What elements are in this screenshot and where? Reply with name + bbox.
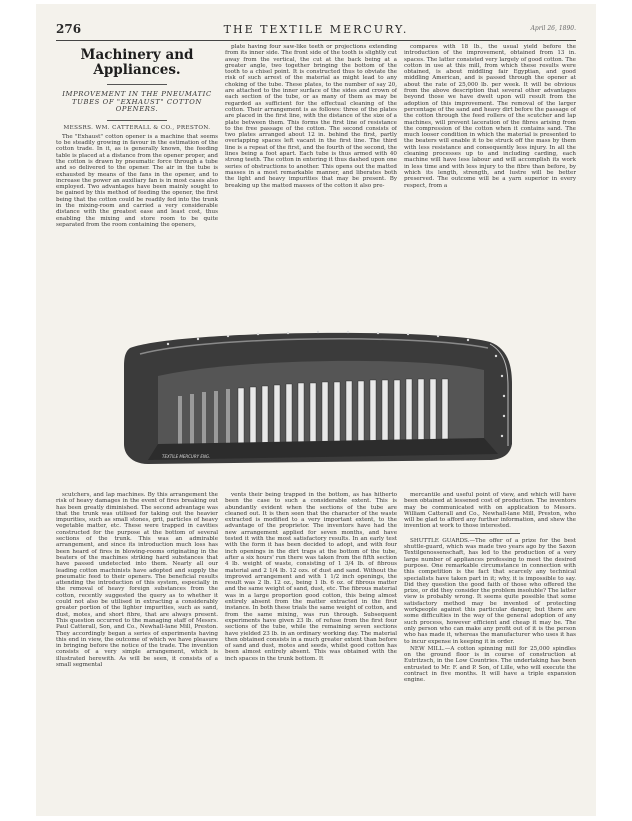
article-title: IMPROVEMENT IN THE PNEUMATIC TUBES OF "EXHAUST" COTTON OPENERS.	[62, 90, 212, 113]
tube-engraving	[118, 326, 514, 496]
column-2-bottom	[225, 492, 397, 804]
article-paragraph: compares with 18 lb., the usual yield before the introduction of the improvement, obtained from 13 in. spaces. The latter consisted very largely of good cotton. The cotton in use at this mill, from which these results were obtained, is about middling fair Egyptian, and good middling American, and is passed through the opener at about the rate of 25,000 lb. per week. It will be obvious from the above description that several other advantages beyond those we have dwelt upon will result from the adoption of this improvement. The removal of the larger percentage of the sand and heavy dirt before the passage of the cotton through the feed rollers of the scutcher and lap machines, will prevent laceration of the fibres arising from the compression of the cotton when it contains sand. The much looser condition in which the material is presented to the beaters will enable it to be struck off the mass by them with less resistance and consequently less injury. In all the cleaning processes up to and including carding, each machine will have less labour and will accomplish its work in less time and with less injury to the fibre than before, by which its length, strength, and lustre will be better preserved. The outcome will be a yarn superior in every respect, from a	[404, 44, 576, 189]
title-divider	[107, 84, 167, 85]
section-title: Machinery and Appliances.	[80, 47, 194, 78]
article-paragraph: scutchers, and lap machines. By this arrangement the risk of heavy damages in the event of fires breaking out has been greatly diminished. The second advantage was that the trunk was utilised for taking out the heavier impurities, such as small stones, grit, particles of heavy vegetable matter, etc. These were trapped in cavities constructed for the purpose at the bottom of several sections of the trunk. This was an admirable arrangement, and since its introduction much loss has been heard of fires in blowing-rooms originating in the beaters of the machines striking hard substances that have passed undetected into them. Nearly all our leading cotton machinists have adopted and supply the pneumatic feed to their openers. The beneficial results attending the introduction of this system, especially in the removal of heavy foreign substances from the cotton, recently suggested the query as to whether it could not also be utilised in extracting a considerably greater portion of the lighter impurities, such as sand, dust, motes, and short fibre, that are always present. This question occurred to the managing staff of Messrs. Paul Catterall, Son, and Co., Newhall-lane Mill, Preston. They accordingly began a series of experiments having this end in view, the outcome of which we have pleasure in bringing before the notice of the trade. The invention consists of a very simple arrangement, which is illustrated herewith. As will be seen, it consists of a small segmental	[56, 492, 218, 669]
column-2-top	[225, 44, 397, 326]
article-paragraph: plate having four saw-like teeth or projections extending from its inner side. The front side of the tooth is slightly cut away from the vertical, the cut at the back being at a greater angle, two together bringing the bottom of the tooth to a chisel point. It is constructed thus to obviate the risk of such arrest of the material as might lead to any choking of the tube. These plates, to the number of say 20, are attached to the inner surface of the sides and crown of each section of the tube, or as many of them as may be regarded as sufficient for the effectual cleaning of the cotton. Their arrangement is as follows: three of the plates are placed in the first line, with the distance of the size of a plate between them. This forms the first line of resistance to the free passage of the cotton. The second consists of two plates arranged about 12 in. behind the first, partly overlapping spaces left vacant in the first line. The third line is a repeat of the first, and the fourth of the second, the lines being a foot apart. Each tube is thus armed with 40 strong teeth. The cotton in entering it thus dashed upon one series of obstructions to another. This opens out the matted masses in a most remarkable manner, and liberates both the light and heavy impurities that may be present. By breaking up the matted masses of the cotton it also pre-	[225, 44, 397, 189]
shuttle-guards-paragraph: SHUTTLE GUARDS.—The offer of a prize for the best shuttle-guard, which was made two years ago by the Saxon Textilgenossenschaft, has led to the production of a very large number of appliances professing to meet the desired purpose. One remarkable circumstance in connection with this competition is the fact that scarcely any technical specialists have taken part in it; why, it is impossible to say. Did they question the good faith of those who offered the prize, or did they consider the problem insoluble? The latter view is probably wrong. It seems quite possible that some satisfactory method may be invented of protecting workpeople against this particular danger, but there are some difficulties in the way of the general adoption of any such process, however efficient and cheap it may be. The only person who can make any profit out of it is the person who has made it, whereas the manufacturer who uses it has to incur expense in keeping it in order.	[404, 537, 576, 645]
column-3-top	[404, 44, 576, 326]
article-firm: MESSRS. WM. CATTERALL & CO., PRESTON.	[63, 124, 211, 131]
page-number: 276	[56, 22, 82, 36]
column-1-bottom	[56, 492, 218, 804]
column-3-bottom	[404, 492, 576, 804]
page-header	[56, 22, 576, 40]
issue-date: April 26, 1890.	[530, 25, 576, 32]
header-rule	[56, 40, 576, 41]
pneumatic-tube-illustration	[118, 326, 514, 496]
article-paragraph: The "Exhaust" cotton opener is a machine that seems to be steadily growing in favour in the estimation of the cotton trade. In it, as is generally known, the feeding table is placed at a distance from the opener proper, and the cotton is drawn by pneumatic force through a tube and so delivered to the opener. The air in the tube is exhausted by means of the fans in the opener, and to increase the power an auxiliary fan is in most cases also employed. Two advantages have been mainly sought to be gained by this method of feeding the opener, the first being that the cotton could be readily fed into the trunk in the mixing-room and carried a very considerable distance with the greatest ease and least cost, thus enabling the mixing and store room to be quite separated from the room containing the openers,	[56, 133, 218, 228]
column-1-top	[56, 44, 218, 326]
publication-title: THE TEXTILE MERCURY.	[223, 23, 409, 36]
title-divider	[107, 120, 167, 121]
engraver-caption: TEXTILE MERCURY ENG.	[162, 454, 211, 459]
newspaper-page	[36, 4, 596, 816]
new-mill-paragraph: NEW MILL.—A cotton spinning mill for 25,000 spindles on the ground floor is in course of construction at Eutritzsch, in the Low Countries. The undertaking has been entrusted to Mr. F. and P. Son, of Lille, who will execute the contract in five months. It will have a triple expansion engine.	[404, 645, 576, 684]
article-paragraph: vents their being trapped in the bottom, as has hitherto been the case to such a considerable extent. This is abundantly evident when the sections of the tube are cleaned out. It is then seen that the character of the waste extracted is modified to a very important extent, to the advantage of the proprietor. The inventors have had the new arrangement applied for seven months, and have tested it with the most satisfactory results. In an early test with the form it has been decided to adopt, and with four inch openings in the dirt traps at the bottom of the tube, after a six hours' run there was taken from the fifth section 4 lb. weight of waste, consisting of 1 3/4 lb. of fibrous material and 2 1/4 lb. 12 ozs. of dust and sand. Without the improved arrangement and with 1 1/2 inch openings, the result was 2 lb. 12 oz., being 1 lb. 6 oz. of fibrous matter and the same weight of sand, dust, etc. The fibrous material was in a large proportion good cotton, this being almost entirely absent from the matter extracted in the first instance. In both these trials the same weight of cotton, and from the same mixing, was run through. Subsequent experiments have given 23 lb. of refuse from the first four sections of the tube, while the remaining seven sections have yielded 23 lb. in an ordinary working day. The material then obtained consists in a much greater extent than before of sand and dust, motes and seeds, whilst good cotton has been almost entirely absent. This was obtained with the inch spaces in the trunk bottom. It	[225, 492, 397, 662]
paragraph-divider	[460, 533, 520, 534]
article-paragraph: mercantile and useful point of view, and which will have been obtained at lessened cost of production. The inventors may be communicated with on application to Messrs. William Catterall and Co., Newhall-lane Mill, Preston, who will be glad to afford any further information, and shew the invention at work to those interested.	[404, 492, 576, 530]
